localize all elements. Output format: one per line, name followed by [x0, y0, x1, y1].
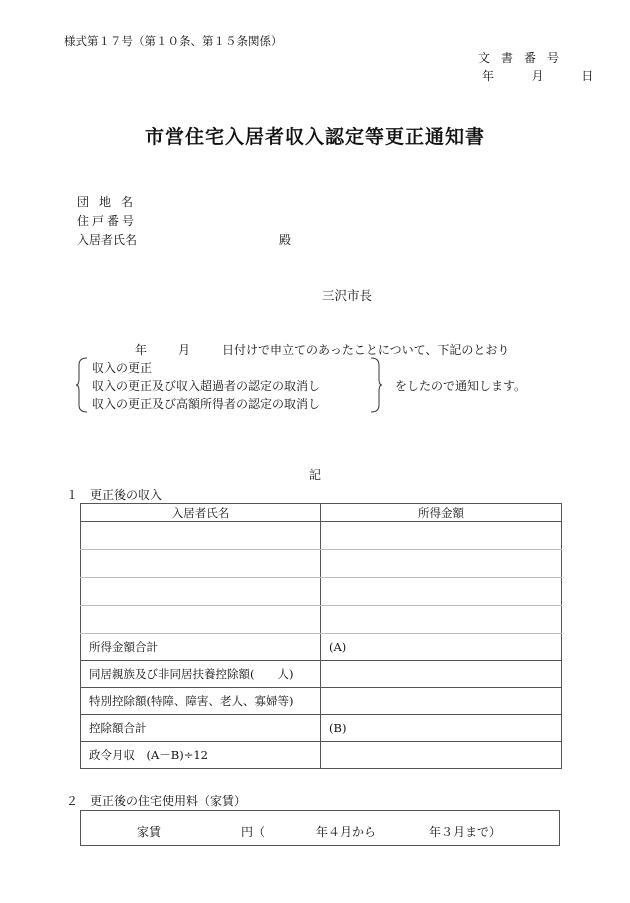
table-row — [81, 578, 562, 606]
section1-heading: １ 更正後の収入 — [66, 488, 163, 502]
option-excess-income-cancel: 収入の更正及び収入超過者の認定の取消し — [92, 379, 321, 393]
left-brace — [75, 357, 89, 413]
table-row — [81, 606, 562, 634]
rent-yen: 円（ — [241, 825, 266, 839]
issuer-name: 三沢市長 — [322, 288, 373, 303]
rent-to: 年３月まで） — [429, 825, 502, 839]
rent-label: 家賃 — [137, 825, 162, 839]
rent-from: 年４月から — [316, 825, 377, 839]
row-value: (B) — [321, 715, 562, 742]
income-table — [80, 503, 562, 769]
table-row — [81, 550, 562, 578]
body-text: 日付けで申立てのあったことについて、下記のとおり — [222, 343, 510, 357]
row-value — [321, 742, 562, 769]
shimei-label: 入居者氏名 — [77, 233, 138, 247]
body-month: 月 — [178, 343, 191, 357]
body-year: 年 — [135, 343, 148, 357]
document-number-label: 文書番号 — [478, 51, 571, 65]
date-day: 日 — [581, 69, 594, 83]
jukobango-label: 住戸番号 — [77, 214, 138, 228]
date-year: 年 — [482, 69, 495, 83]
row-value: (A) — [321, 634, 562, 661]
date-month: 月 — [531, 69, 544, 83]
table-row — [81, 634, 562, 661]
row-label: 政令月収 (A－B)÷12 — [81, 742, 321, 769]
table-row — [81, 661, 562, 688]
row-label: 同居親族及び非同居扶養控除額( 人) — [81, 661, 321, 688]
honorific-dono: 殿 — [279, 233, 292, 247]
option-high-income-cancel: 収入の更正及び高額所得者の認定の取消し — [92, 397, 321, 411]
form-number: 様式第１７号（第１０条、第１５条関係） — [64, 34, 283, 48]
table-row — [81, 688, 562, 715]
document-title: 市営住宅入居者収入認定等更正通知書 — [144, 126, 485, 148]
issue-date — [482, 70, 593, 82]
column-header-amount: 所得金額 — [321, 504, 562, 522]
option-income-correction: 収入の更正 — [92, 361, 153, 375]
danchi-label: 団地名 — [77, 195, 144, 209]
table-row — [81, 742, 562, 769]
table-row — [81, 715, 562, 742]
table-row — [81, 522, 562, 550]
body-tail: をしたので通知します。 — [395, 379, 527, 393]
row-label: 所得金額合計 — [81, 634, 321, 661]
row-label: 特別控除額(特障、障害、老人、寡婦等) — [81, 688, 321, 715]
row-value — [321, 688, 562, 715]
rent-box — [80, 810, 560, 846]
row-value — [321, 661, 562, 688]
section2-heading: ２ 更正後の住宅使用料（家賃） — [66, 794, 247, 808]
column-header-name: 入居者氏名 — [81, 504, 321, 522]
ki-heading: 記 — [309, 468, 322, 482]
right-brace — [369, 357, 383, 413]
row-label: 控除額合計 — [81, 715, 321, 742]
